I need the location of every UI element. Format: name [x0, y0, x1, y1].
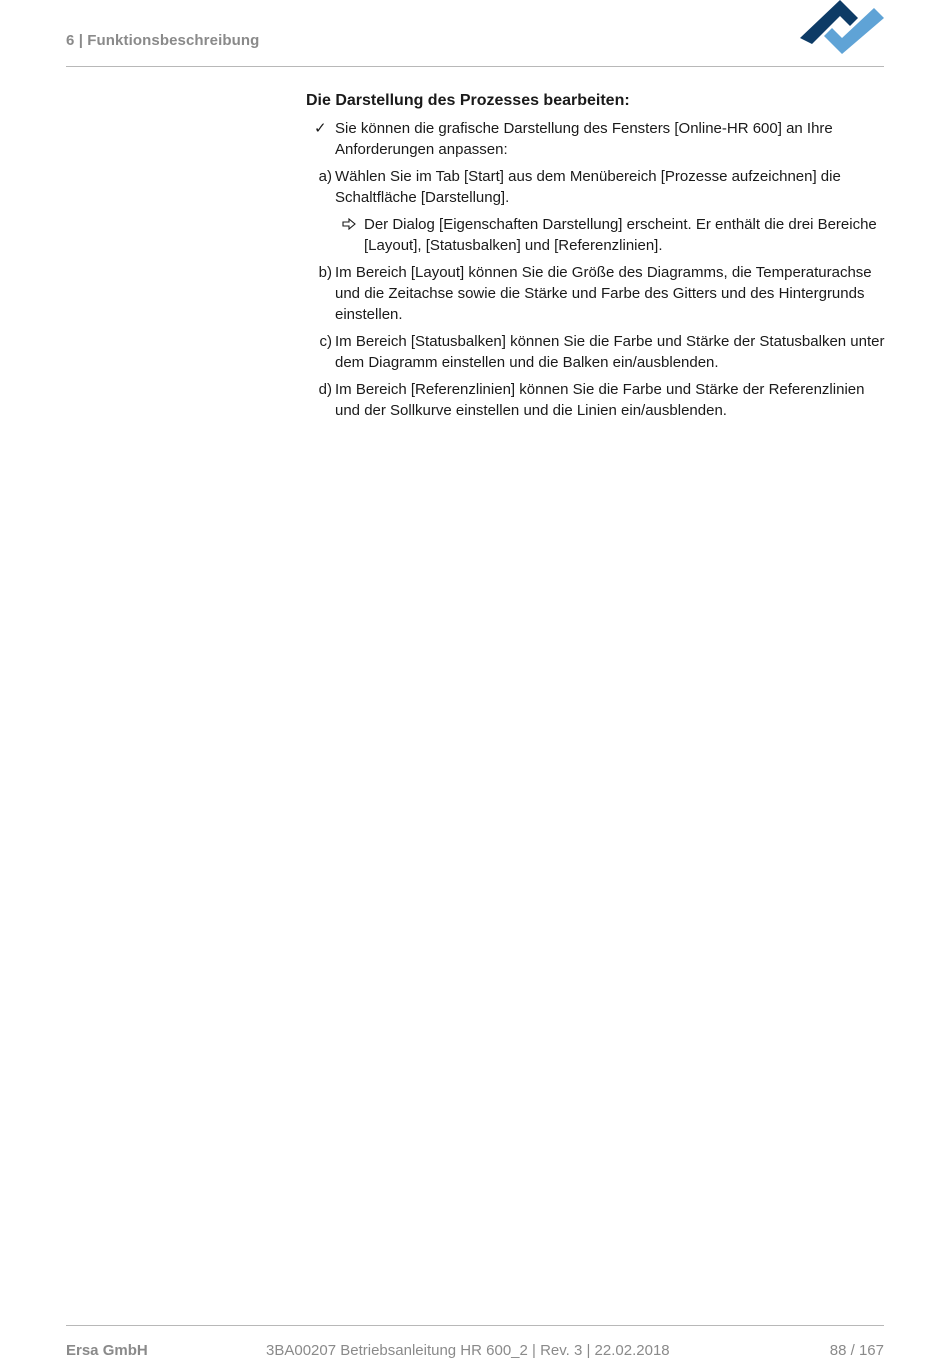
- step-marker: b): [318, 264, 332, 281]
- step-text: Im Bereich [Layout] können Sie die Größe des Diagramms, die Temperaturachse und die Zeitachse sowie die Stärke und Farbe des Gitters und des Hintergrunds einstellen.: [335, 264, 872, 323]
- footer-rule: [66, 1325, 884, 1326]
- footer-company: Ersa GmbH: [66, 1342, 148, 1359]
- step-text: Im Bereich [Statusbalken] können Sie die Farbe und Stärke der Statusbalken unter dem Diagramm einstellen und die Balken ein/ausblenden.: [335, 333, 885, 371]
- result-text: Der Dialog [Eigenschaften Darstellung] erscheint. Er enthält die drei Bereiche [Layout], [Statusbalken] und [Referenzlinien].: [364, 216, 877, 254]
- result-arrow-icon: [342, 214, 360, 235]
- step-b: [306, 262, 886, 325]
- footer-document-reference: 3BA00207 Betriebsanleitung HR 600_2 | Rev. 3 | 22.02.2018: [266, 1342, 670, 1359]
- footer-page-number: 88 / 167: [829, 1342, 884, 1359]
- main-content: [306, 90, 886, 427]
- precondition-item: [306, 118, 886, 160]
- ersa-logo-icon: [798, 0, 886, 56]
- checkmark-icon: ✓: [314, 120, 327, 137]
- step-marker: a): [318, 168, 332, 185]
- precondition-text: Sie können die grafische Darstellung des Fensters [Online-HR 600] an Ihre Anforderungen anpassen:: [335, 120, 833, 158]
- step-text: Im Bereich [Referenzlinien] können Sie die Farbe und Stärke der Referenzlinien und der Sollkurve einstellen und die Linien ein/ausblenden.: [335, 381, 865, 419]
- step-text: Wählen Sie im Tab [Start] aus dem Menübereich [Prozesse aufzeichnen] die Schaltfläche [Darstellung].: [335, 168, 841, 206]
- page-header-title: 6 | Funktionsbeschreibung: [66, 32, 260, 49]
- step-a-result: [306, 214, 886, 256]
- step-marker: c): [319, 333, 332, 350]
- step-c: [306, 331, 886, 373]
- step-a: [306, 166, 886, 208]
- step-marker: d): [318, 381, 332, 398]
- header-rule: [66, 66, 884, 67]
- section-title: Die Darstellung des Prozesses bearbeiten:: [306, 92, 630, 109]
- step-d: [306, 379, 886, 421]
